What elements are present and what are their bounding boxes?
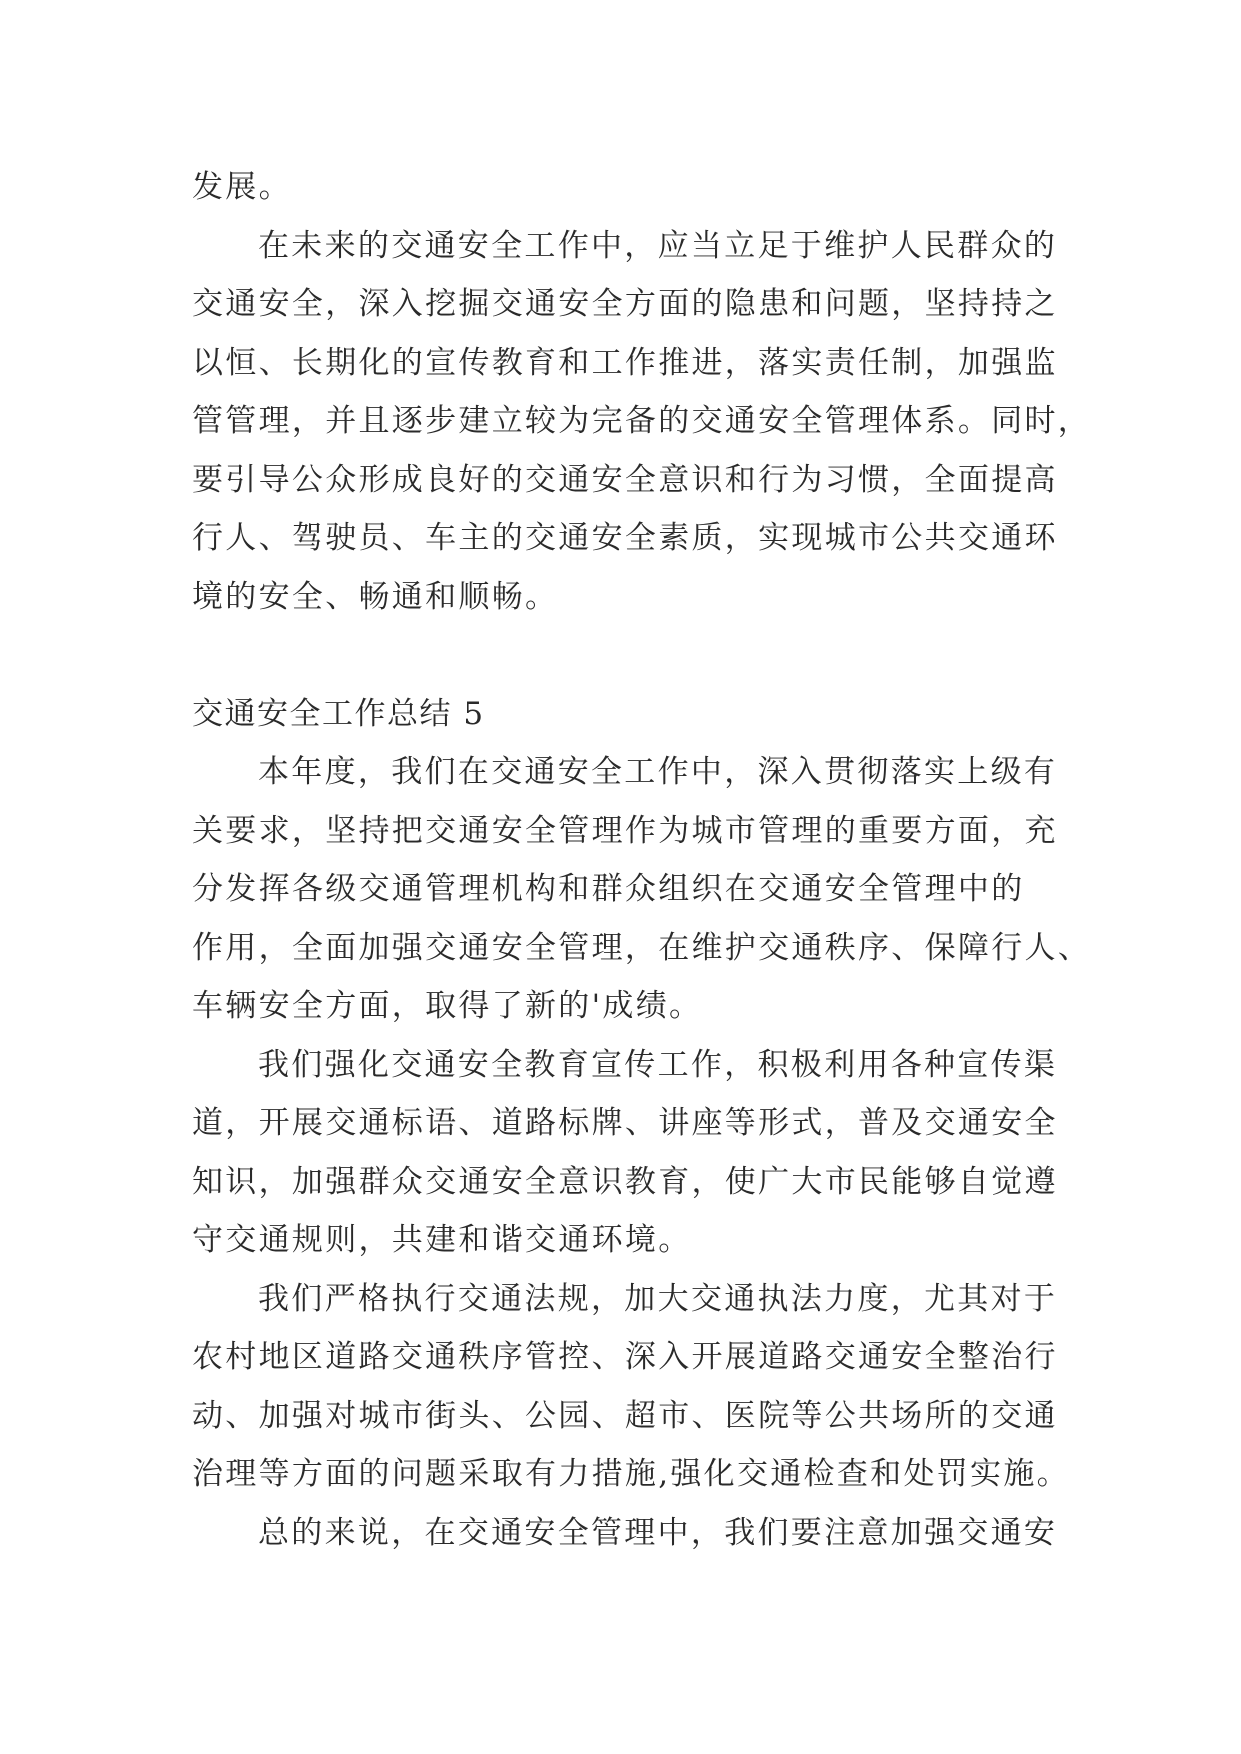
paragraph-line: 境的安全、畅通和顺畅。 (192, 578, 559, 615)
paragraph-conclusion (192, 1504, 1060, 1563)
paragraph-line: 在未来的交通安全工作中，应当立足于维护人民群众的 (258, 227, 1058, 264)
paragraph-line: 关要求，坚持把交通安全管理作为城市管理的重要方面，充 (192, 812, 1058, 849)
document-body (192, 158, 1092, 1562)
paragraph-enforcement (192, 1270, 1070, 1504)
paragraph-future-work (192, 217, 1092, 627)
paragraph-line: 我们严格执行交通法规，加大交通执法力度，尤其对于 (258, 1280, 1058, 1317)
paragraph-line: 管管理，并且逐步建立较为完备的交通安全管理体系。同时， (192, 403, 1092, 439)
paragraph-line: 以恒、长期化的宣传教育和工作推进，落实责任制，加强监 (192, 344, 1058, 381)
paragraph-line: 农村地区道路交通秩序管控、深入开展道路交通安全整治行 (192, 1339, 1058, 1375)
section-title: 交通安全工作总结 5 (192, 695, 485, 732)
paragraph-line: 交通安全，深入挖掘交通安全方面的隐患和问题，坚持持之 (192, 286, 1058, 322)
section-spacer (192, 626, 1060, 685)
paragraph-line: 我们强化交通安全教育宣传工作，积极利用各种宣传渠 (258, 1046, 1058, 1083)
paragraph-line: 行人、驾驶员、车主的交通安全素质，实现城市公共交通环 (192, 520, 1058, 556)
paragraph-line: 车辆安全方面，取得了新的'成绩。 (192, 988, 703, 1024)
paragraph-line: 守交通规则，共建和谐交通环境。 (192, 1222, 692, 1258)
paragraph-line: 要引导公众形成良好的交通安全意识和行为习惯，全面提高 (192, 461, 1058, 498)
paragraph-line: 总的来说，在交通安全管理中，我们要注意加强交通安 (258, 1514, 1058, 1551)
paragraph-line: 动、加强对城市街头、公园、超市、医院等公共场所的交通 (192, 1397, 1058, 1434)
paragraph-annual-summary (192, 743, 1092, 1036)
paragraph-line: 道，开展交通标语、道路标牌、讲座等形式，普及交通安全 (192, 1105, 1058, 1141)
paragraph-line: 治理等方面的问题采取有力措施,强化交通检查和处罚实施。 (192, 1456, 1070, 1492)
paragraph-line: 知识，加强群众交通安全意识教育，使广大市民能够自觉遵 (192, 1163, 1058, 1200)
paragraph-education (192, 1036, 1060, 1270)
paragraph-line: 作用，全面加强交通安全管理，在维护交通秩序、保障行人、 (192, 929, 1092, 966)
intro-tail-line: 发展。 (192, 169, 292, 205)
paragraph-line: 分发挥各级交通管理机构和群众组织在交通安全管理中的 (192, 871, 1025, 907)
paragraph-line: 本年度，我们在交通安全工作中，深入贯彻落实上级有 (258, 754, 1058, 790)
